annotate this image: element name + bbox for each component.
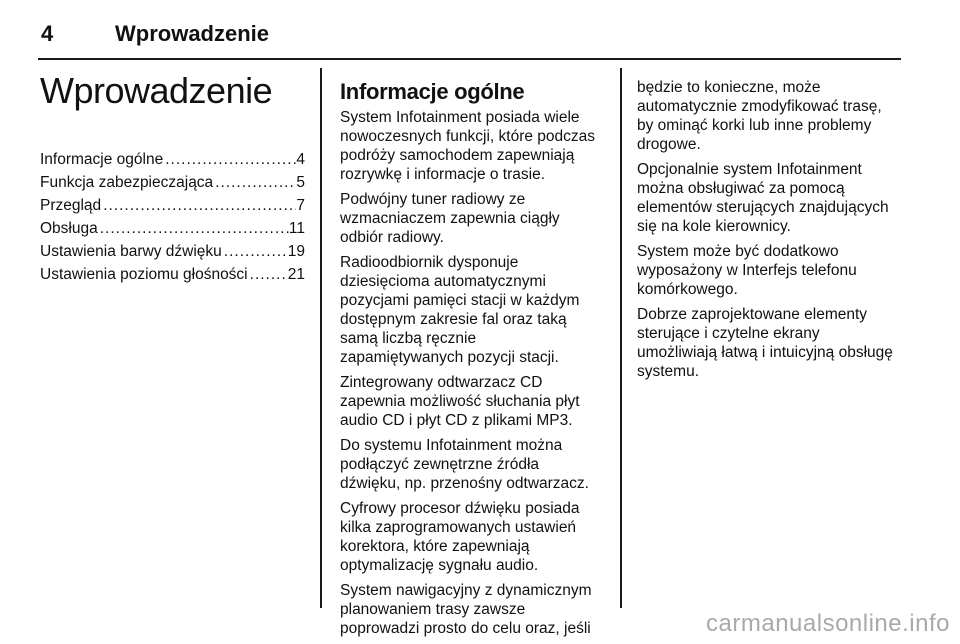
paragraph: Zintegrowany odtwarzacz CD zapewnia możliwość słuchania płyt audio CD i płyt CD z plikami MP3.	[340, 374, 580, 429]
paragraph: Dobrze zaprojektowane elementy sterujące i czytelne ekrany umożliwiają łatwą i intuicyjną obsługę systemu.	[637, 306, 893, 380]
section-column-right	[637, 78, 913, 387]
paragraph: Cyfrowy procesor dźwięku posiada kilka zaprogramowanych ustawień korektora, które zapewniają optymalizację sygnału audio.	[340, 500, 580, 574]
toc-entry-page: 21	[287, 266, 305, 283]
toc-entry[interactable]	[40, 194, 305, 217]
toc-entry-page: 4	[296, 151, 305, 168]
section-column-middle	[340, 78, 612, 644]
toc-entry-page: 19	[287, 243, 305, 260]
toc-entry[interactable]	[40, 171, 305, 194]
header-rule	[38, 58, 901, 60]
running-title: Wprowadzenie	[115, 21, 270, 46]
watermark: carmanualsonline.info	[706, 610, 950, 637]
toc-entry[interactable]	[40, 217, 305, 240]
toc-leader	[248, 263, 288, 286]
toc-leader	[163, 148, 296, 171]
toc-entry-label: Informacje ogólne	[40, 151, 164, 168]
chapter-column	[40, 64, 305, 286]
paragraph: będzie to konieczne, może automatycznie zmodyfikować trasę, by ominąć korki lub inne problemy drogowe.	[637, 79, 882, 153]
paragraph: Podwójny tuner radiowy ze wzmacniaczem zapewnia ciągły odbiór radiowy.	[340, 191, 560, 246]
toc-entry[interactable]	[40, 148, 305, 171]
section-title: Informacje ogólne	[340, 79, 525, 104]
toc-entry-label: Przegląd	[40, 197, 102, 214]
paragraph: System Infotainment posiada wiele nowoczesnych funkcji, które podczas podróży samochodem zapewniają rozrywkę i informacje o trasie.	[340, 109, 596, 183]
toc-leader	[101, 194, 296, 217]
toc-entry-page: 7	[296, 197, 305, 214]
toc-leader	[222, 240, 288, 263]
toc-leader	[98, 217, 289, 240]
paragraph: Radioodbiornik dysponuje dziesięcioma automatycznymi pozycjami pamięci stacji w każdym dostępnym zakresie fal oraz taką samą liczbą ręcznie zapamiętywanych pozycji stacji.	[340, 254, 580, 366]
toc-entry-page: 5	[296, 174, 305, 191]
paragraph: System nawigacyjny z dynamicznym planowaniem trasy zawsze poprowadzi prosto do celu oraz, jeśli	[340, 582, 592, 637]
paragraph: System może być dodatkowo wyposażony w Interfejs telefonu komórkowego.	[637, 243, 857, 298]
column-divider	[620, 68, 622, 608]
column-divider	[320, 68, 322, 608]
toc-entry-label: Ustawienia poziomu głośności	[40, 266, 248, 283]
toc-entry-label: Funkcja zabezpieczająca	[40, 174, 214, 191]
toc-entry[interactable]	[40, 263, 305, 286]
toc-entry[interactable]	[40, 240, 305, 263]
page-number: 4	[41, 21, 54, 46]
paragraph: Opcjonalnie system Infotainment można obsługiwać za pomocą elementów sterujących znajdujących się na kole kierownicy.	[637, 161, 889, 235]
page-header	[41, 18, 921, 50]
toc-entry-label: Ustawienia barwy dźwięku	[40, 243, 222, 260]
toc-entry-page: 11	[288, 220, 305, 237]
chapter-title: Wprowadzenie	[40, 70, 273, 111]
table-of-contents	[40, 148, 305, 286]
paragraph: Do systemu Infotainment można podłączyć zewnętrzne źródła dźwięku, np. przenośny odtwarzacz.	[340, 437, 589, 492]
toc-entry-label: Obsługa	[40, 220, 98, 237]
toc-leader	[213, 171, 296, 194]
